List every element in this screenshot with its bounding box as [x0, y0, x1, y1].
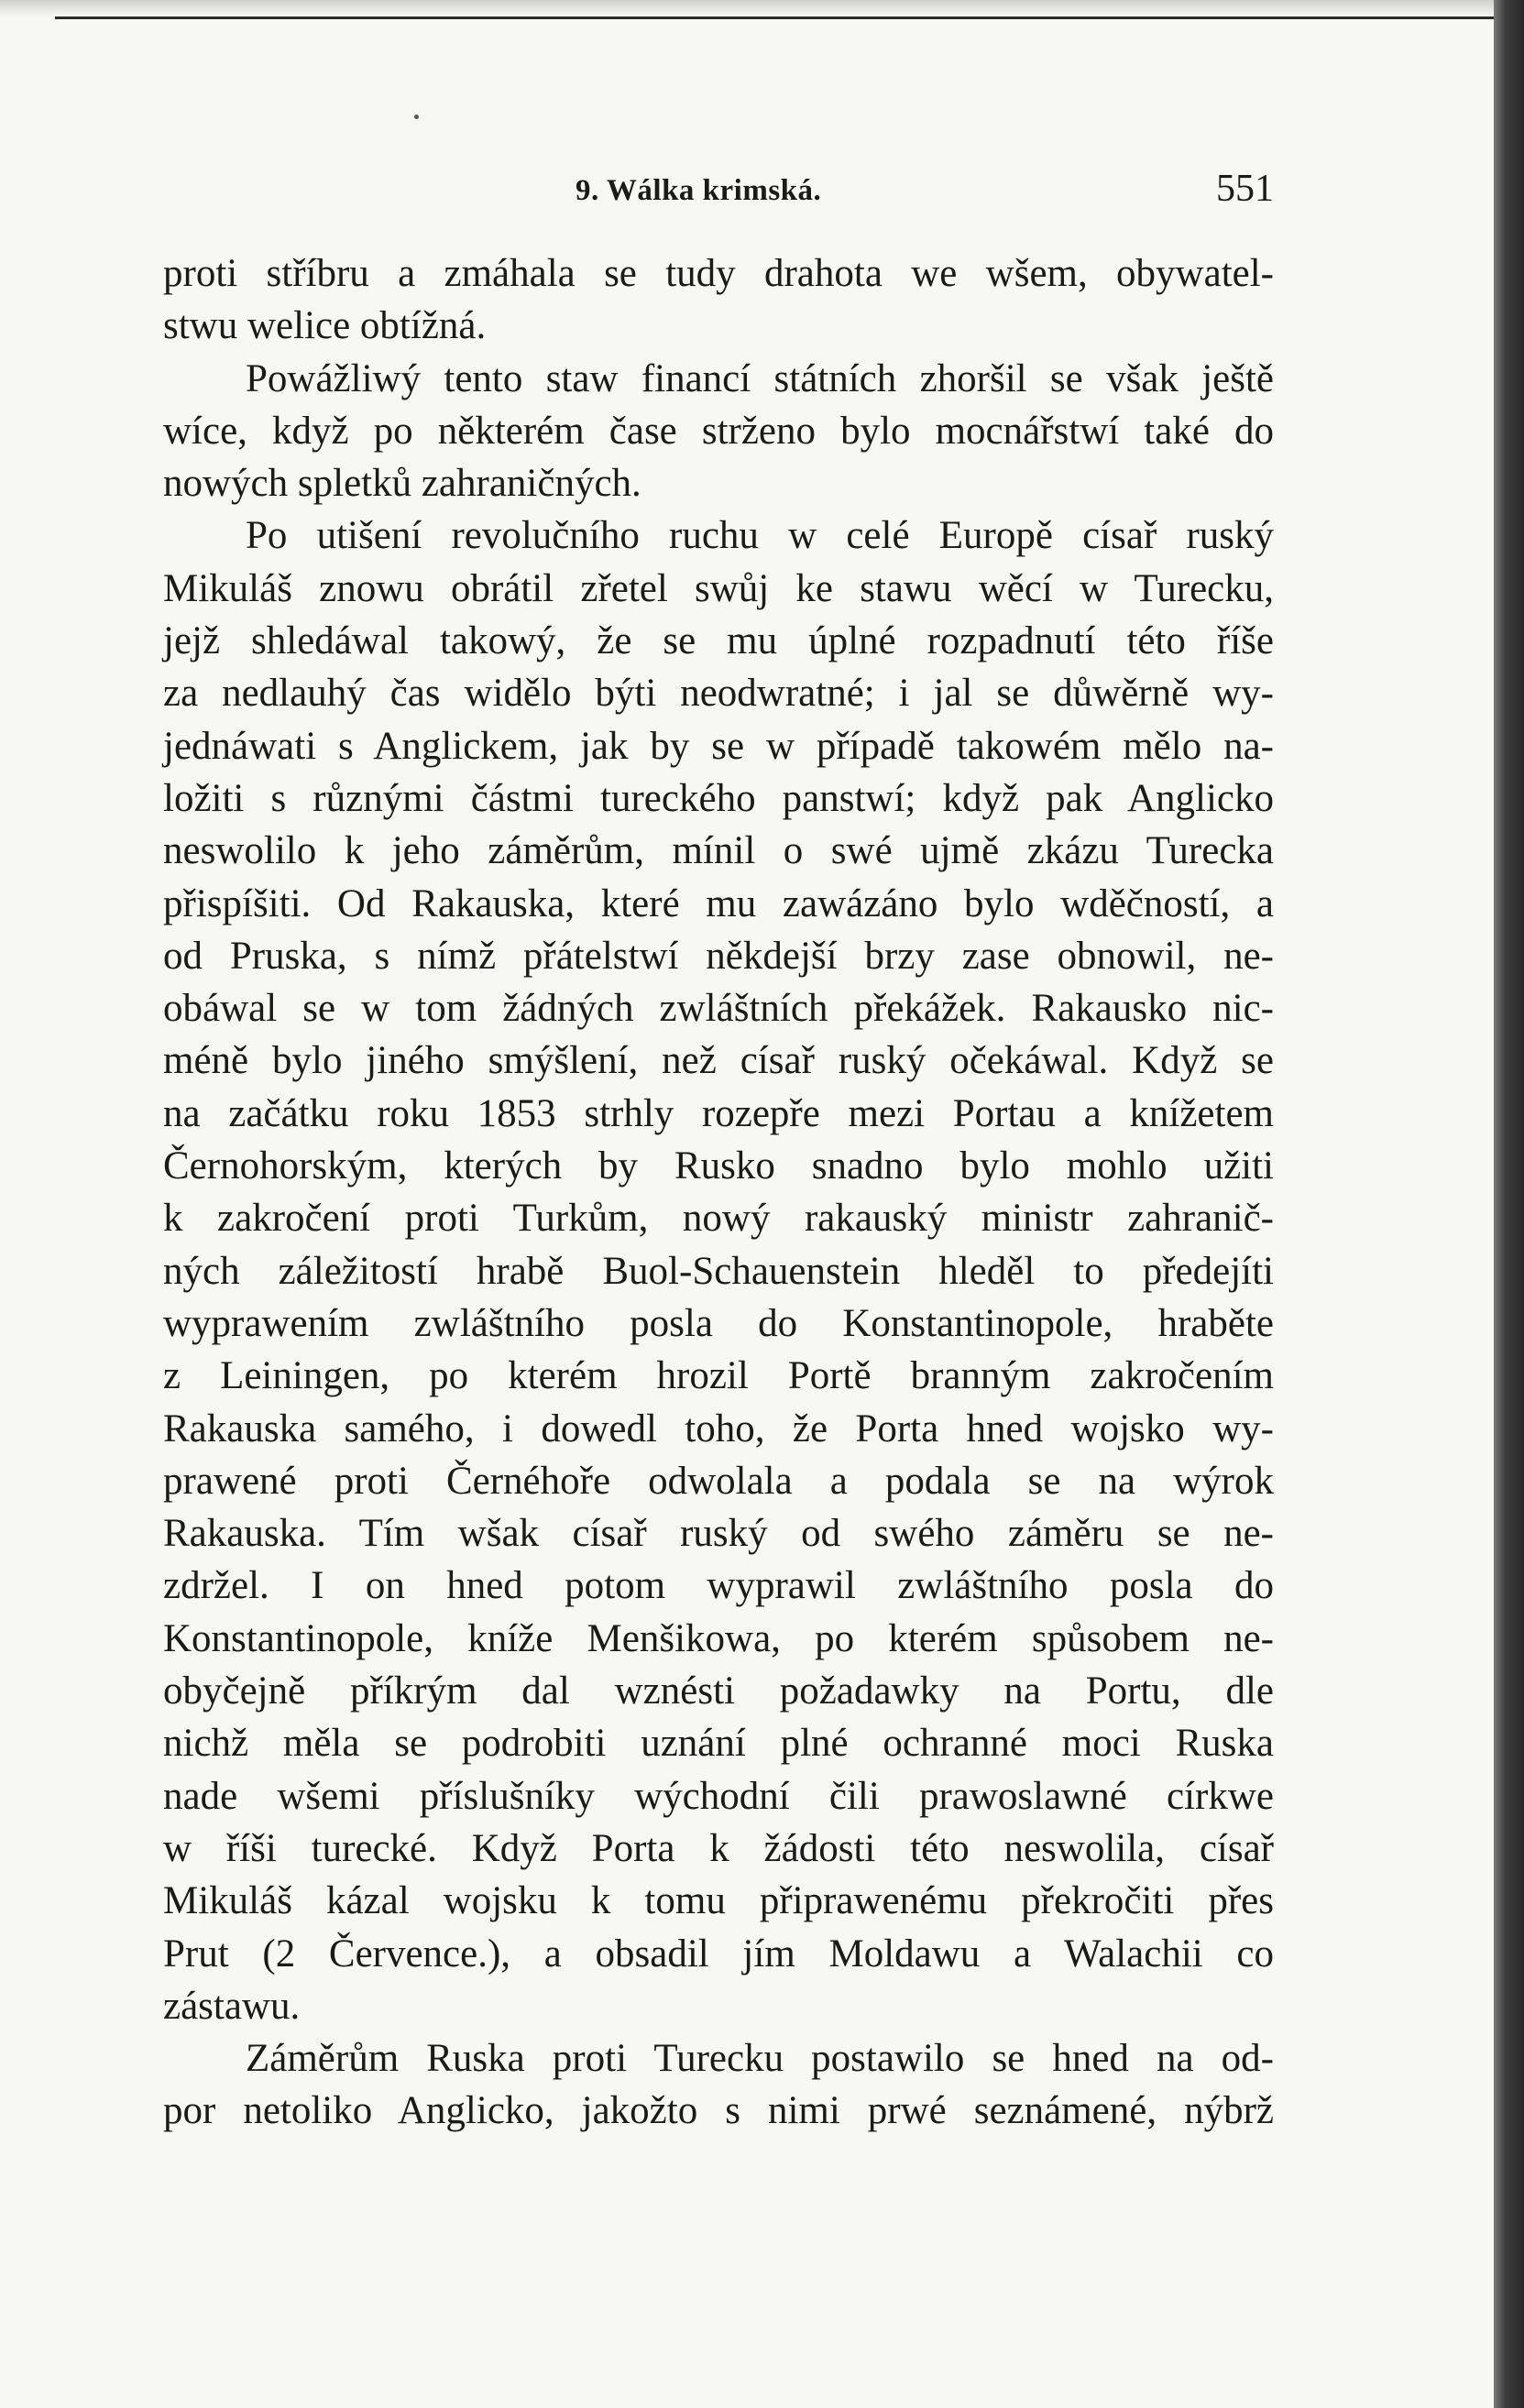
text-line: Prut (2 Července.), a obsadil jím Moldawu a Walachii co	[163, 1932, 1274, 1976]
text-line: nowých spletků zahraničných.	[163, 462, 641, 506]
running-title: 9. Wálka krimská.	[576, 174, 822, 207]
text-line: na začátku roku 1853 strhly rozepře mezi Portau a knížetem	[163, 1091, 1274, 1135]
page-top-edge	[0, 0, 1524, 16]
text-line: obyčejně příkrým dal wznésti požadawky na Portu, dle	[163, 1669, 1274, 1713]
text-line: nade wšemi příslušníky wýchodní čili prawoslawné církwe	[163, 1774, 1274, 1818]
text-line: neswolilo k jeho záměrům, mínil o swé ujmě zkázu Turecka	[163, 829, 1274, 873]
text-line: ložiti s různými částmi tureckého panstwí; když pak Anglicko	[163, 776, 1274, 820]
top-rule	[55, 16, 1494, 19]
text-line: Po utišení revolučního ruchu w celé Europě císař ruský	[246, 514, 1274, 558]
text-line: proti stříbru a zmáhala se tudy drahota we wšem, obywatel-	[163, 252, 1274, 295]
text-line: méně bylo jiného smýšlení, než císař ruský očekáwal. Když se	[163, 1039, 1274, 1083]
text-line: k zakročení proti Turkům, nowý rakauský ministr zahranič-	[163, 1197, 1274, 1241]
text-line: za nedlauhý čas widělo býti neodwratné; i jal se důwěrně wy-	[163, 672, 1274, 716]
text-line: zdržel. I on hned potom wyprawil zwláštního posla do	[163, 1564, 1274, 1608]
text-line: Rakauska. Tím wšak císař ruský od swého záměru se ne-	[163, 1512, 1274, 1556]
text-line: Powážliwý tento staw financí státních zhoršil se však ještě	[246, 356, 1274, 400]
text-line: por netoliko Anglicko, jakožto s nimi prwé seznámené, nýbrž	[163, 2089, 1274, 2133]
text-line: zástawu.	[163, 1984, 301, 2028]
text-line: od Pruska, s nímž přátelstwí někdejší brzy zase obnowil, ne-	[163, 934, 1274, 978]
text-line: přispíšiti. Od Rakauska, které mu zawázáno bylo wděčností, a	[163, 881, 1274, 925]
text-line: Konstantinopole, kníže Menšikowa, po kterém spůsobem ne-	[163, 1616, 1274, 1660]
text-line: w říši turecké. Když Porta k žádosti této neswolila, císař	[163, 1826, 1274, 1870]
text-line: Mikuláš kázal wojsku k tomu připrawenému překročiti přes	[163, 1879, 1274, 1923]
text-line: Rakauska samého, i dowedl toho, že Porta hned wojsko wy-	[163, 1406, 1274, 1450]
text-line: Mikuláš znowu obrátil zřetel swůj ke stawu wěcí w Turecku,	[163, 566, 1274, 610]
text-line: jednáwati s Anglickem, jak by se w případě takowém mělo na-	[163, 724, 1274, 768]
page-right-edge-shadow	[1494, 0, 1524, 2408]
text-line: nichž měla se podrobiti uznání plné ochranné moci Ruska	[163, 1722, 1274, 1766]
ink-speck	[414, 115, 419, 119]
text-line: ných záležitostí hrabě Buol-Schauenstein hleděl to předejíti	[163, 1249, 1274, 1293]
text-line: jejž shledáwal takowý, že se mu úplné rozpadnutí této říše	[163, 619, 1274, 663]
text-line: wyprawením zwláštního posla do Konstantinopole, hraběte	[163, 1301, 1274, 1345]
text-line: z Leiningen, po kterém hrozil Portě branným zakročením	[163, 1354, 1274, 1398]
text-line: stwu welice obtížná.	[163, 304, 487, 348]
text-line: obáwal se w tom žádných zwláštních překážek. Rakausko nic-	[163, 987, 1274, 1031]
body-text	[163, 247, 1274, 2138]
text-line: Černohorským, kterých by Rusko snadno bylo mohlo užiti	[163, 1144, 1274, 1188]
text-line: prawené proti Černéhoře odwolala a podala se na wýrok	[163, 1459, 1274, 1503]
text-line: wíce, když po některém čase strženo bylo mocnářstwí také do	[163, 409, 1274, 453]
text-line: Záměrům Ruska proti Turecku postawilo se hned na od-	[246, 2037, 1274, 2081]
page-header	[163, 163, 1274, 218]
page-number: 551	[1216, 168, 1274, 210]
